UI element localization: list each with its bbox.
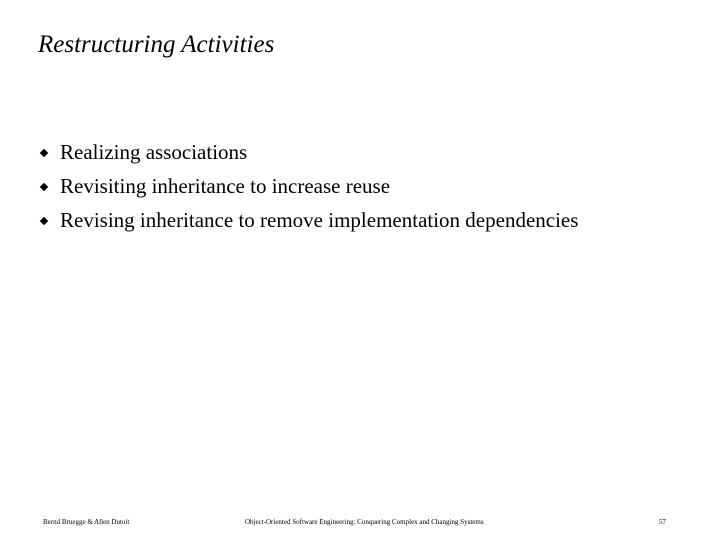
bullet-item (38, 169, 578, 203)
diamond-bullet-icon (38, 169, 60, 203)
bullet-item (38, 203, 578, 237)
bullet-item (38, 135, 578, 169)
diamond-bullet-icon (38, 135, 60, 169)
bullet-list (38, 135, 578, 237)
bullet-text: Revisiting inheritance to increase reuse (60, 174, 391, 198)
footer-page-number: 57 (659, 518, 666, 526)
footer-book-title: Object-Oriented Software Engineering: Conquering Complex and Changing Systems (245, 518, 484, 526)
bullet-text: Revising inheritance to remove implementation dependencies (60, 208, 579, 232)
diamond-bullet-icon (38, 203, 60, 237)
footer-authors: Bernd Bruegge & Allen Dutoit (43, 518, 130, 526)
slide-title: Restructuring Activities (38, 31, 275, 58)
bullet-text: Realizing associations (60, 140, 248, 164)
